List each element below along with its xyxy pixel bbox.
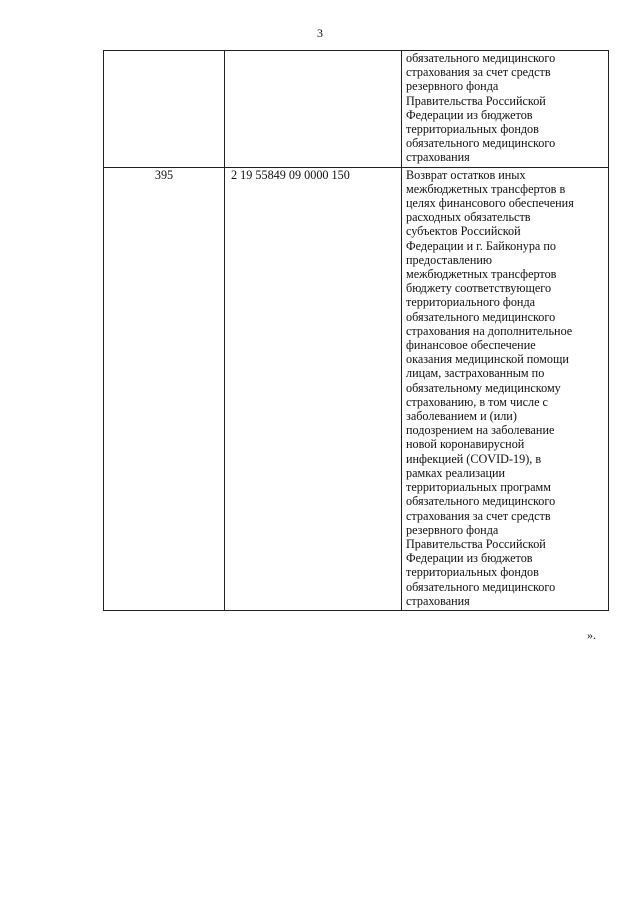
description-line: целях финансового обеспечения	[406, 196, 574, 211]
table-row	[104, 167, 609, 610]
description-line: обязательного медицинского	[406, 136, 556, 151]
description-line: обязательного медицинского	[406, 494, 556, 509]
description-line: Правительства Российской	[406, 93, 546, 108]
description-line: страхования за счет средств	[406, 65, 551, 80]
description-line: Федерации и г. Байконура по	[406, 238, 556, 253]
description-line: территориального фонда	[406, 295, 536, 310]
description-line: территориальных фондов	[406, 122, 539, 137]
description-line: Возврат остатков иных	[406, 167, 526, 182]
description-line: Федерации из бюджетов	[406, 107, 533, 122]
description-line: резервного фонда	[406, 79, 499, 94]
budget-code-cell: 2 19 55849 09 0000 150	[225, 167, 402, 610]
row-number-cell: 395	[104, 167, 225, 610]
budget-code-cell	[225, 51, 402, 168]
description-line: бюджету соответствующего	[406, 281, 552, 296]
budget-code-table	[103, 50, 609, 611]
description-line: Федерации из бюджетов	[406, 551, 533, 566]
description-line: новой коронавирусной	[406, 437, 525, 452]
description-cell	[402, 167, 609, 610]
description-line: резервного фонда	[406, 522, 499, 537]
description-line: территориальных фондов	[406, 565, 539, 580]
closing-quote-mark: ».	[587, 628, 596, 642]
description-line: обязательному медицинскому	[406, 380, 561, 395]
description-line: заболеванием и (или)	[406, 409, 517, 424]
description-line: расходных обязательств	[406, 210, 531, 225]
description-line: страхования	[406, 150, 470, 165]
description-line: предоставлению	[406, 252, 492, 267]
description-cell	[402, 51, 609, 168]
description-line: рамках реализации	[406, 465, 506, 480]
description-line: страхования	[406, 593, 470, 608]
description-line: страхованию, в том числе с	[406, 394, 548, 409]
description-line: финансовое обеспечение	[406, 338, 536, 353]
description-line: территориальных программ	[406, 480, 551, 495]
description-line: обязательного медицинского	[406, 51, 556, 65]
description-line: субъектов Российской	[406, 224, 521, 239]
description-line: обязательного медицинского	[406, 579, 556, 594]
description-line: подозрением на заболевание	[406, 423, 555, 438]
description-line: межбюджетных трансфертов в	[406, 181, 566, 196]
row-number-cell	[104, 51, 225, 168]
table-body	[104, 51, 609, 611]
description-line: лицам, застрахованным по	[406, 366, 545, 381]
description-line: межбюджетных трансфертов	[406, 267, 557, 282]
table-row	[104, 51, 609, 168]
description-line: страхования за счет средств	[406, 508, 551, 523]
description-line: инфекцией (COVID-19), в	[406, 451, 542, 466]
description-line: обязательного медицинского	[406, 309, 556, 324]
description-line: оказания медицинской помощи	[406, 352, 569, 367]
page-number: 3	[317, 26, 323, 40]
description-line: страхования на дополнительное	[406, 323, 573, 338]
description-line: Правительства Российской	[406, 536, 546, 551]
